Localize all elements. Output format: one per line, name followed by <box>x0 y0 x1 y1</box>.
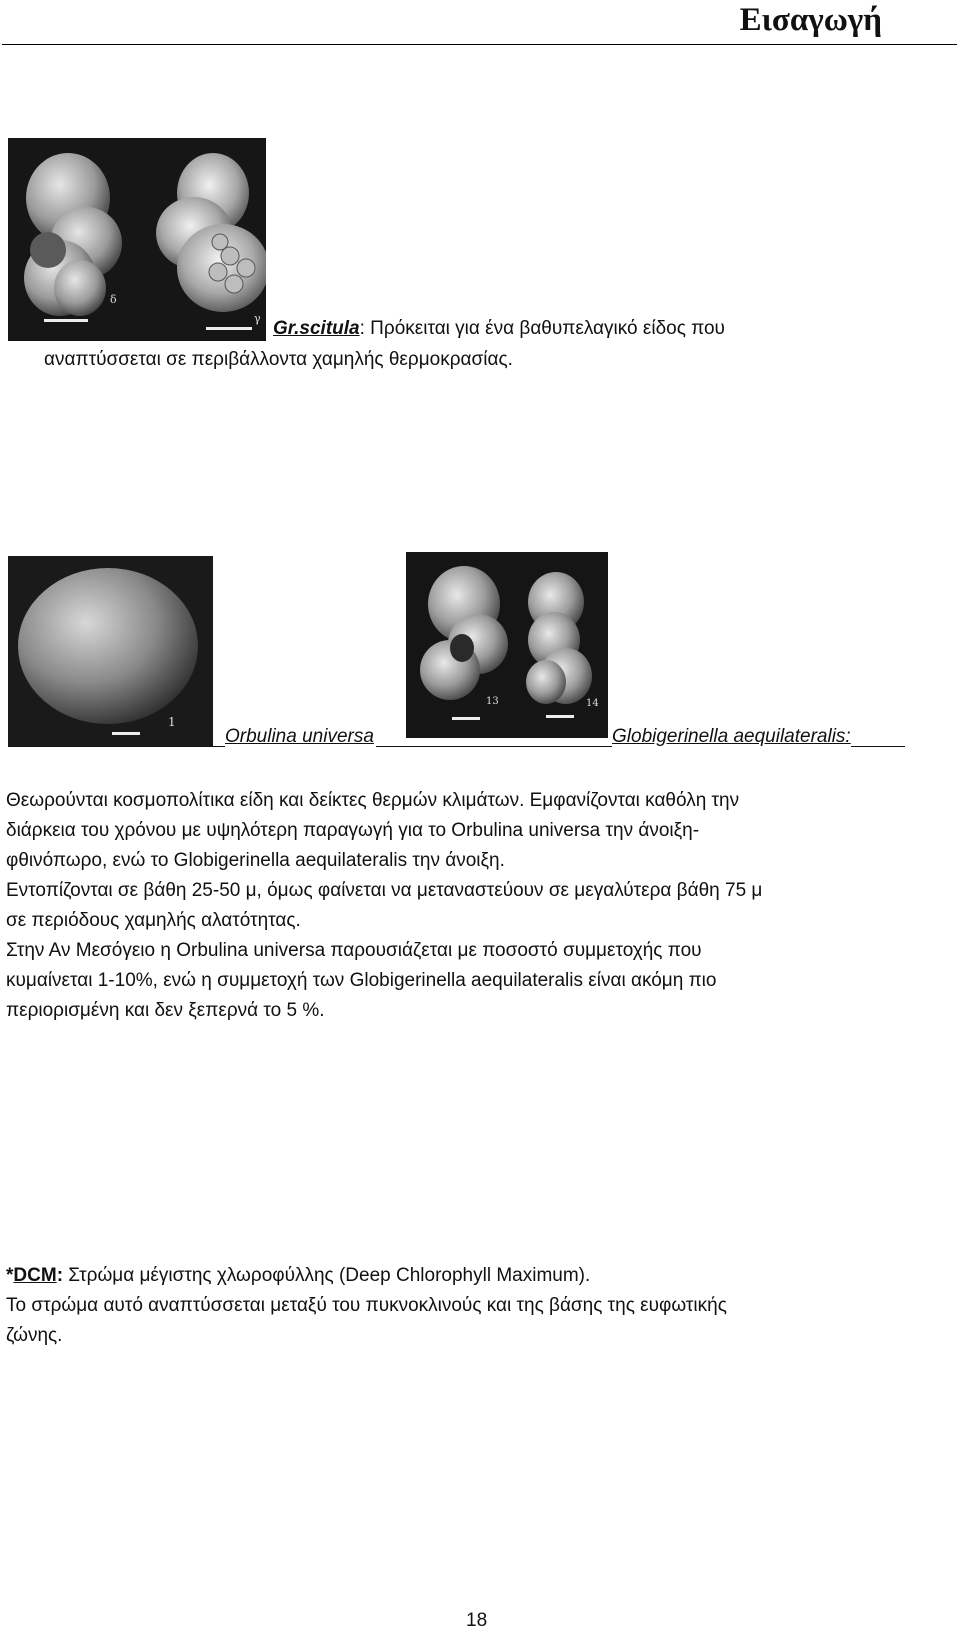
scitula-photo-label-left: δ <box>110 293 117 306</box>
footnote-line-3: ζώνης. <box>6 1325 63 1346</box>
body-line-7: κυμαίνεται 1-10%, ενώ η συμμετοχή των Globigerinella aequilateralis είναι ακόμη πιο <box>6 970 717 991</box>
globigerinella-photo-label-left: 13 <box>486 696 499 707</box>
orbulina-photo <box>8 556 213 746</box>
body-line-3: φθινόπωρο, ενώ το Globigerinella aequilateralis την άνοιξη. <box>6 850 505 871</box>
body-line-2: διάρκεια του χρόνου με υψηλότερη παραγωγή για το Orbulina universa την άνοιξη- <box>6 820 700 841</box>
footnote-term: DCM <box>13 1265 57 1286</box>
figure1-caption-rule <box>8 340 266 341</box>
footnote-line-1 <box>6 1261 946 1291</box>
body-line-4: Εντοπίζονται σε βάθη 25-50 μ, όμως φαίνεται να μεταναστεύουν σε μεγαλύτερα βάθη 75 μ <box>6 880 763 901</box>
globigerinella-photo-label-right: 14 <box>586 698 599 709</box>
footnote <box>6 1261 946 1351</box>
header-rule <box>2 44 957 45</box>
body-line-5: σε περιόδους χαμηλής αλατότητας. <box>6 910 301 931</box>
footnote-colon: : <box>56 1265 64 1286</box>
footnote-line-2: Το στρώμα αυτό αναπτύσσεται μεταξύ του πυκνοκλινούς και της βάσης της ευφωτικής <box>6 1295 727 1316</box>
scitula-caption-text: : Πρόκειται για ένα βαθυπελαγικό είδος που <box>359 318 725 339</box>
globigerinella-caption: Globigerinella aequilateralis: <box>612 726 851 747</box>
body-line-8: περιορισμένη και δεν ξεπερνά το 5 %. <box>6 1000 325 1021</box>
page-number: 18 <box>466 1610 488 1631</box>
orbulina-photo-label: 1 <box>168 715 176 729</box>
page-header-title: Εισαγωγή <box>739 2 882 38</box>
scitula-photo <box>8 138 266 340</box>
body-line-6: Στην Αν Μεσόγειο η Orbulina universa παρουσιάζεται με ποσοστό συμμετοχής που <box>6 940 702 961</box>
body-line-1: Θεωρούνται κοσμοπολίτικα είδη και δείκτες θερμών κλιμάτων. Εμφανίζονται καθόλη την <box>6 790 740 811</box>
body-paragraph <box>6 786 946 1026</box>
figure1-caption-line1 <box>273 318 725 340</box>
figure1-caption-line2: αναπτύσσεται σε περιβάλλοντα χαμηλής θερμοκρασίας. <box>44 349 513 370</box>
footnote-asterisk: * <box>6 1265 14 1286</box>
scitula-photo-label-right: γ <box>254 312 261 325</box>
orbulina-caption: Orbulina universa <box>225 726 374 747</box>
footnote-definition: Στρώμα μέγιστης χλωροφύλλης (Deep Chlorophyll Maximum). <box>63 1265 591 1286</box>
scitula-species-name: Gr.scitula <box>273 318 360 339</box>
globigerinella-photo <box>406 552 608 738</box>
